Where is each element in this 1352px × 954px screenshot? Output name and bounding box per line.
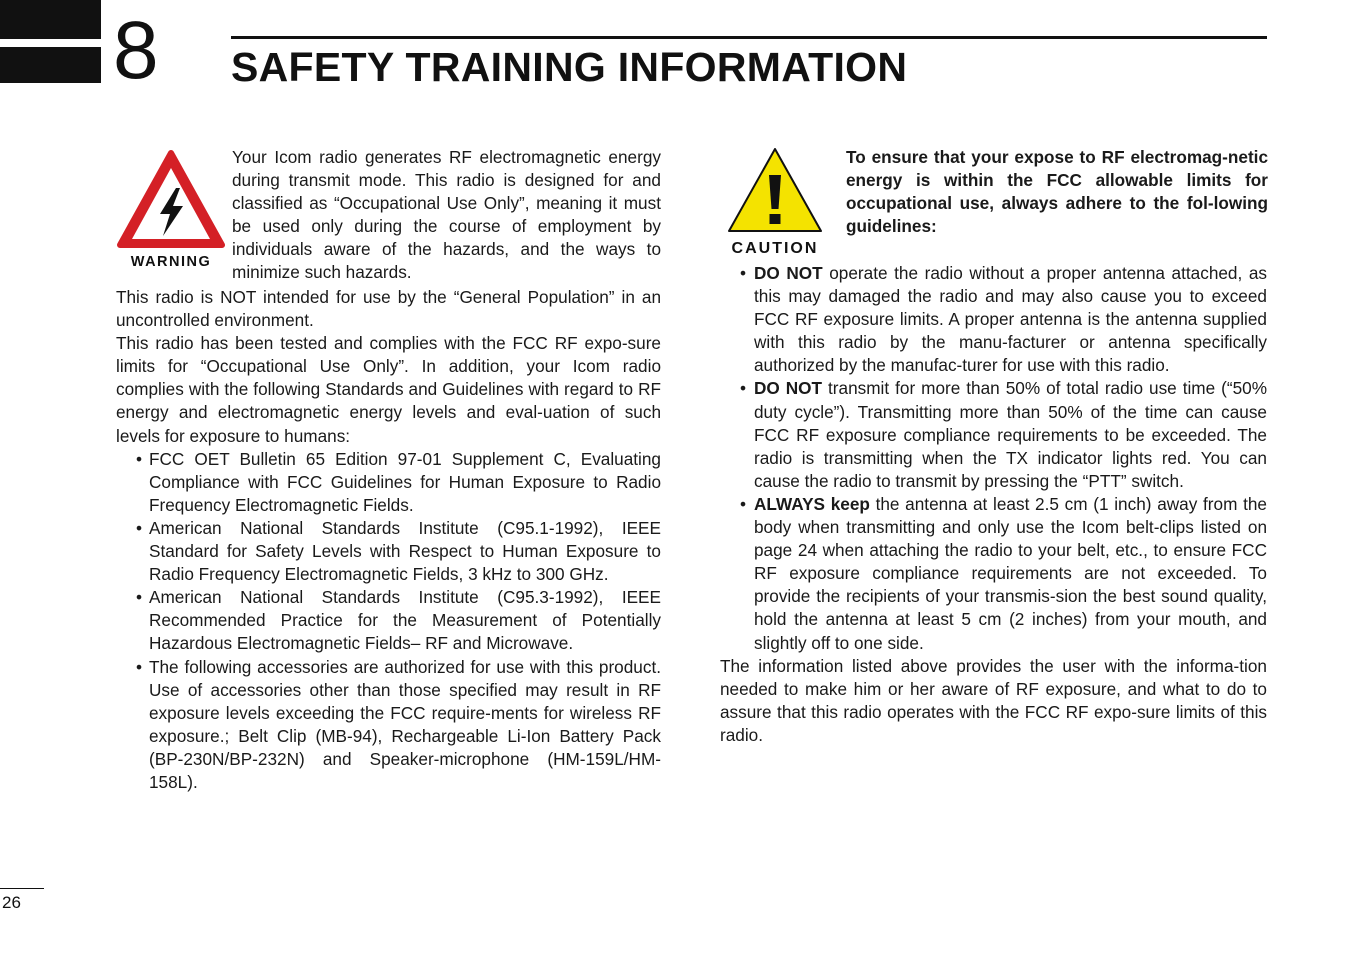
- chapter-number: 8: [113, 5, 159, 96]
- section-tab-bar: [0, 47, 101, 83]
- left-column: [116, 286, 661, 794]
- page-number: 26: [2, 893, 21, 912]
- page-number-rule: [0, 888, 44, 889]
- list-item: • DO NOT operate the radio without a proper antenna attached, as this may damaged the radio and may also cause you to exceed FCC RF exposure limits. A proper antenna is the antenna supplied with this radio by the manu-facturer or antenna specifically authorized by the manufac-turer for use with this radio.: [740, 263, 1268, 376]
- list-item: • American National Standards Institute (C95.3-1992), IEEE Recommended Practice for the Measurement of Potentially Hazardous Electromagnetic Fields– RF and Microwave.: [136, 587, 661, 654]
- list-item: • FCC OET Bulletin 65 Edition 97-01 Supplement C, Evaluating Compliance with FCC Guidelines for Human Exposure to Radio Frequency Electromagnetic Fields.: [136, 448, 661, 515]
- guidelines-list: [720, 262, 1267, 655]
- caution-icon: [724, 145, 826, 258]
- title-rule: [231, 36, 1267, 39]
- list-item: • DO NOT transmit for more than 50% of total radio use time (“50% duty cycle”). Transmitting more than 50% of the time can cause FCC RF exposure compliance requirements to be exceeded. The radio is transmitting when the TX indicator lights red. You can cause the radio to transmit by pressing the “PTT” switch.: [740, 378, 1267, 491]
- list-item: • ALWAYS keep the antenna at least 2.5 cm (1 inch) away from the body when transmitting and only use the Icom belt-clips listed on page 24 when attaching the radio to your belt, etc., to ensure FCC RF exposure compliance requirements are not exceeded. To provide the recipients of your transmis-sion the best sound quality, hold the antenna at least 5 cm (2 inches) from your mouth, and slightly off to one side.: [740, 493, 1267, 653]
- list-item: • American National Standards Institute (C95.1-1992), IEEE Standard for Safety Levels with Respect to Human Exposure to Radio Frequency Electromagnetic Fields, 3 kHz to 300 GHz.: [136, 517, 661, 585]
- caution-intro-text: To ensure that your expose to RF electromag-netic energy is within the FCC allowable limits for occupational use, always adhere to the fol-lowing guidelines:: [846, 147, 1268, 237]
- closing-paragraph: The information listed above provides the user with the informa-tion needed to make him or her aware of RF exposure, and what to do to assure that this radio operates with the FCC RF expo-sure limits of this radio.: [720, 655, 1267, 745]
- page-title: SAFETY TRAINING INFORMATION: [231, 44, 908, 90]
- list-item: • The following accessories are authorized for use with this product. Use of accessories other than those specified may result in RF exposure levels exceeding the FCC require-ments for wireless RF exposure.; Belt Clip (MB-94), Rechargeable Li-Ion Battery Pack (BP-230N/BP-232N) and Speaker-microphone (HM-159L/HM-158L).: [136, 656, 661, 792]
- right-column: [720, 262, 1267, 747]
- warning-label: WARNING: [130, 254, 212, 270]
- warning-icon: [116, 148, 226, 272]
- caution-label: CAUTION: [731, 240, 819, 257]
- section-tab-bar: [0, 0, 101, 39]
- warning-intro-text: Your Icom radio generates RF electromagnetic energy during transmit mode. This radio is designed for and classified as “Occupational Use Only”, meaning it must be used only during the course of employment by individuals aware of the hazards, and the ways to minimize such hazards.: [232, 147, 661, 283]
- compliance-paragraph: This radio has been tested and complies with the FCC RF expo-sure limits for “Occupational Use Only”. In addition, your Icom radio complies with the following Standards and Guidelines with regard to RF energy and electromagnetic energy levels and eval-uation of such levels for exposure to humans:: [116, 333, 661, 446]
- general-population-notice: This radio is NOT intended for use by the “General Population” in an uncontrolled environment.: [116, 287, 661, 331]
- standards-list: [116, 448, 661, 794]
